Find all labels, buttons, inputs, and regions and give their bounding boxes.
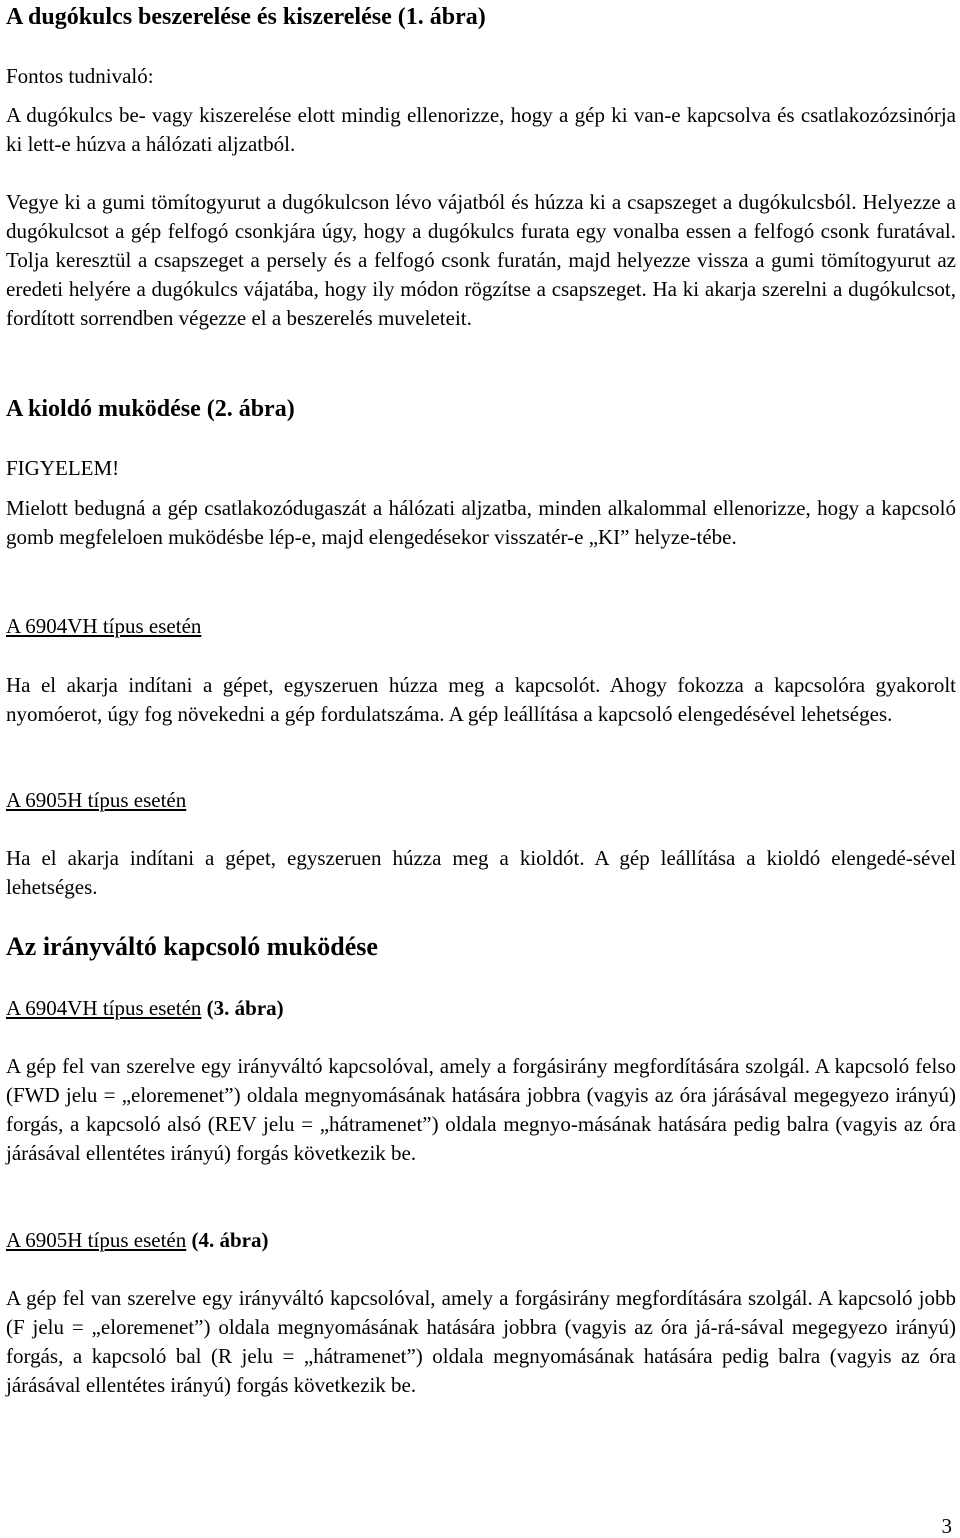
figure-ref-4: (4. ábra) <box>186 1228 269 1252</box>
install-paragraph: Vegye ki a gumi tömítogyurut a dugókulcson lévo vájatból és húzza ki a csapszeget a dugókulcsból. Helyezze a dugókulcsot a gép felfogó csonkjára úgy, hogy a dugókulcs furata egy vonalba essen a felfogó csonk furatával. Tolja keresztül a csapszeget a persely és a felfogó csonk furatán, majd helyezze vissza a gumi tömítogyurut az eredeti helyére a dugókulcs vájatába, hogy ily módon rögzítse a csapszeget. Ha ki akarja szerelni a dugókulcsot, fordított sorrendben végezze el a beszerelés muveleteit. <box>6 190 956 330</box>
subsection-heading-6905h-reverse <box>6 1226 956 1255</box>
subsection-title-6905h-reverse: A 6905H típus esetén <box>6 1228 187 1252</box>
reverse-6904vh-paragraph: A gép fel van szerelve egy irányváltó kapcsolóval, amely a forgásirány megfordítására szolgál. A kapcsoló felso (FWD jelu = „eloremenet”) oldala megnyomásának hatására jobbra (vagyis az óra járásával megegyezo irányú) forgás, a kapcsoló alsó (REV jelu = „hátramenet”) oldala megnyo-másának hatására pedig balra (vagyis az óra járásával ellentétes irányú) forgás következik be. <box>6 1054 956 1165</box>
subsection-title-6905h-trigger: A 6905H típus esetén <box>6 788 187 812</box>
subsection-title-6904vh-reverse: A 6904VH típus esetén <box>6 996 202 1020</box>
warning-paragraph: Mielott bedugná a gép csatlakozódugaszát a hálózati aljzatba, minden alkalommal ellenorizze, hogy a kapcsoló gomb megfeleloen muködésbe lép-e, majd elengedésekor visszatér-e „KI” helyze-tébe. <box>6 496 956 549</box>
trigger-6905h-paragraph: Ha el akarja indítani a gépet, egyszeruen húzza meg a kioldót. A gép leállítása a kioldó elengedé-sével lehetséges. <box>6 846 956 899</box>
warning-label: FIGYELEM! <box>6 456 120 480</box>
page-number: 3 <box>941 1514 952 1538</box>
subsection-heading-6904vh-reverse <box>6 994 956 1023</box>
trigger-6904vh-paragraph: Ha el akarja indítani a gépet, egyszeruen húzza meg a kapcsolót. Ahogy fokozza a kapcsolóra gyakorolt nyomóerot, úgy fog növekedni a gép fordulatszáma. A gép leállítása a kapcsoló elengedésével lehetséges. <box>6 673 956 726</box>
figure-ref-3: (3. ábra) <box>201 996 284 1020</box>
note-label: Fontos tudnivaló: <box>6 64 154 88</box>
subsection-title-6904vh-trigger: A 6904VH típus esetén <box>6 614 202 638</box>
note-paragraph: A dugókulcs be- vagy kiszerelése elott mindig ellenorizze, hogy a gép ki van-e kapcsolva és csatlakozózsinórja ki lett-e húzva a hálózati aljzatból. <box>6 103 956 156</box>
reverse-6905h-paragraph: A gép fel van szerelve egy irányváltó kapcsolóval, amely a forgásirány megfordítására szolgál. A kapcsoló jobb (F jelu = „eloremenet”) oldala megnyomásának hatására jobbra (vagyis az óra já-rá-sával megegyezo irányú) forgás, a kapcsoló bal (R jelu = „hátramenet”) oldala megnyomásának hatására pedig balra (vagyis az óra járásával ellentétes irányú) forgás következik be. <box>6 1286 956 1397</box>
section-title-trigger: A kioldó muködése (2. ábra) <box>6 396 295 422</box>
section-title-socket-install: A dugókulcs beszerelése és kiszerelése (1. ábra) <box>6 4 486 30</box>
section-title-reversing-switch: Az irányváltó kapcsoló muködése <box>6 932 378 961</box>
